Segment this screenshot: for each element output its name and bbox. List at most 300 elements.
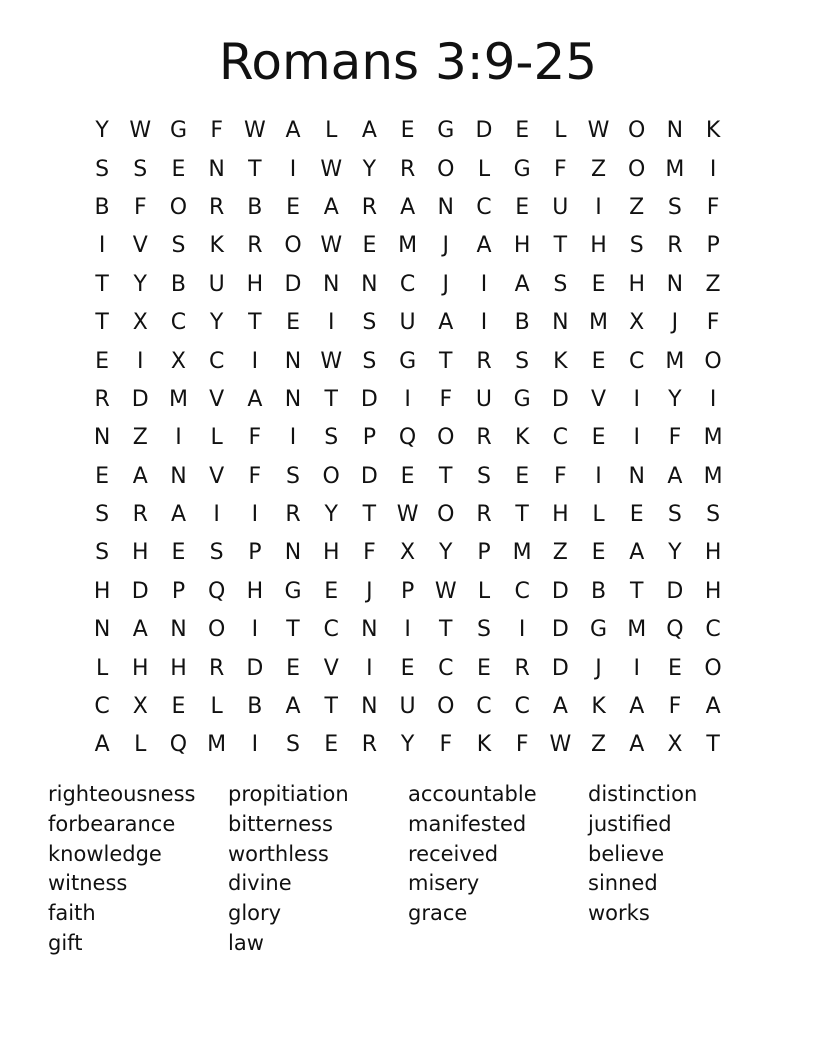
grid-cell: E bbox=[667, 655, 682, 681]
word-list-item: gift bbox=[48, 930, 83, 955]
grid-cell: T bbox=[95, 271, 109, 297]
grid-cell: H bbox=[93, 578, 111, 604]
grid-cell: S bbox=[95, 502, 110, 528]
grid-cell: I bbox=[633, 655, 640, 681]
grid-cell: Y bbox=[439, 540, 453, 566]
grid-cell: V bbox=[209, 463, 225, 489]
grid-cell: M bbox=[665, 156, 685, 182]
grid-cell: J bbox=[442, 233, 450, 259]
grid-cell: I bbox=[633, 425, 640, 451]
grid-cell: R bbox=[209, 194, 225, 220]
grid-cell: I bbox=[404, 386, 411, 412]
grid-cell: I bbox=[595, 463, 602, 489]
grid-cell: K bbox=[514, 425, 530, 451]
word-list-item: distinction bbox=[588, 782, 698, 806]
grid-cell: C bbox=[170, 310, 187, 336]
grid-cell: C bbox=[514, 578, 530, 604]
grid-cell: R bbox=[285, 502, 301, 528]
grid-cell: E bbox=[515, 118, 530, 144]
grid-cell: D bbox=[131, 578, 149, 604]
grid-cell: N bbox=[93, 425, 111, 451]
grid-cell: X bbox=[400, 540, 416, 566]
grid-cell: G bbox=[437, 118, 455, 144]
grid-cell: B bbox=[514, 310, 530, 336]
grid-cell: F bbox=[210, 118, 223, 144]
grid-cell: E bbox=[324, 732, 339, 758]
grid-cell: R bbox=[132, 502, 148, 528]
grid-cell: E bbox=[286, 655, 300, 681]
grid-cell: D bbox=[284, 271, 302, 297]
grid-cell: X bbox=[629, 310, 645, 336]
word-list-item: bitterness bbox=[228, 811, 333, 836]
grid-cell: E bbox=[591, 348, 606, 374]
grid-cell: I bbox=[289, 425, 297, 451]
grid-cell: A bbox=[476, 233, 492, 259]
grid-row bbox=[83, 649, 733, 687]
word-list-item: glory bbox=[228, 901, 282, 926]
grid-cell: L bbox=[554, 118, 567, 144]
grid-cell: D bbox=[131, 386, 149, 412]
grid-cell: Y bbox=[400, 732, 415, 758]
grid-cell: X bbox=[667, 732, 683, 758]
grid-cell: K bbox=[553, 348, 568, 374]
grid-cell: S bbox=[706, 502, 721, 528]
grid-cell: B bbox=[247, 694, 263, 720]
grid-cell: A bbox=[170, 502, 186, 528]
grid-cell: H bbox=[704, 578, 722, 604]
grid-cell: D bbox=[551, 386, 569, 412]
grid-cell: I bbox=[213, 502, 220, 528]
grid-cell: R bbox=[476, 348, 492, 374]
grid-cell: R bbox=[247, 233, 263, 259]
grid-cell: S bbox=[95, 540, 110, 566]
grid-cell: H bbox=[132, 540, 149, 566]
grid-cell: Y bbox=[133, 271, 147, 297]
grid-cell: H bbox=[170, 655, 187, 681]
grid-cell: A bbox=[132, 617, 148, 643]
grid-cell: T bbox=[286, 617, 300, 643]
grid-cell: K bbox=[476, 732, 492, 758]
word-list-item: works bbox=[588, 901, 650, 926]
grid-cell: F bbox=[554, 156, 567, 182]
grid-cell: I bbox=[518, 617, 526, 643]
grid-cell: E bbox=[477, 655, 491, 681]
grid-cell: X bbox=[170, 348, 186, 374]
grid-cell: X bbox=[132, 310, 148, 336]
grid-cell: A bbox=[247, 386, 263, 412]
grid-cell: I bbox=[251, 732, 259, 758]
grid-cell: E bbox=[591, 540, 606, 566]
grid-cell: F bbox=[706, 194, 720, 220]
grid-cell: A bbox=[438, 310, 454, 336]
grid-cell: A bbox=[323, 194, 339, 220]
grid-cell: N bbox=[322, 271, 340, 297]
grid-cell: G bbox=[513, 156, 531, 182]
grid-cell: E bbox=[591, 425, 606, 451]
grid-cell: K bbox=[209, 233, 224, 259]
grid-cell: B bbox=[247, 194, 263, 220]
grid-cell: L bbox=[95, 655, 109, 681]
grid-cell: T bbox=[439, 348, 453, 374]
grid-cell: D bbox=[551, 578, 569, 604]
grid-cell: F bbox=[706, 310, 720, 336]
grid-cell: O bbox=[437, 694, 455, 720]
grid-cell: B bbox=[590, 578, 607, 604]
grid-cell: N bbox=[552, 310, 569, 336]
grid-cell: N bbox=[666, 271, 684, 297]
grid-cell: G bbox=[399, 348, 417, 374]
grid-row bbox=[83, 342, 733, 380]
word-list-item: manifested bbox=[408, 811, 527, 836]
word-list-item: witness bbox=[48, 871, 128, 896]
grid-cell: F bbox=[515, 732, 529, 758]
grid-cell: E bbox=[95, 463, 110, 489]
grid-cell: F bbox=[439, 732, 453, 758]
word-search-grid bbox=[83, 112, 733, 765]
grid-cell: E bbox=[400, 118, 415, 144]
grid-cell: O bbox=[169, 194, 188, 220]
grid-cell: S bbox=[362, 310, 377, 336]
grid-cell: Z bbox=[590, 156, 607, 182]
grid-row bbox=[83, 458, 733, 496]
grid-cell: D bbox=[666, 578, 684, 604]
grid-cell: G bbox=[284, 578, 302, 604]
grid-cell: Q bbox=[398, 425, 417, 451]
grid-cell: A bbox=[629, 694, 645, 720]
word-column bbox=[408, 780, 588, 929]
grid-cell: S bbox=[515, 348, 530, 374]
grid-cell: M bbox=[665, 348, 685, 374]
grid-cell: R bbox=[399, 156, 416, 182]
word-column bbox=[228, 780, 408, 959]
grid-cell: A bbox=[400, 194, 416, 220]
grid-cell: T bbox=[324, 386, 338, 412]
grid-cell: N bbox=[284, 386, 302, 412]
word-column bbox=[48, 780, 228, 959]
grid-cell: N bbox=[284, 348, 302, 374]
grid-cell: H bbox=[513, 233, 531, 259]
grid-cell: E bbox=[591, 271, 606, 297]
grid-cell: J bbox=[595, 655, 602, 681]
grid-cell: Y bbox=[668, 540, 682, 566]
grid-cell: P bbox=[248, 540, 262, 566]
grid-cell: F bbox=[363, 540, 376, 566]
word-list-item: forbearance bbox=[48, 811, 176, 836]
grid-cell: G bbox=[590, 617, 608, 643]
word-list-item: law bbox=[228, 930, 264, 955]
page-title: Romans 3:9-25 bbox=[218, 33, 598, 91]
grid-row bbox=[83, 304, 733, 342]
grid-cell: N bbox=[170, 617, 187, 643]
grid-row bbox=[83, 112, 733, 150]
grid-row bbox=[83, 419, 733, 457]
grid-cell: C bbox=[438, 655, 454, 681]
grid-cell: C bbox=[552, 425, 569, 451]
grid-cell: I bbox=[175, 425, 182, 451]
grid-cell: C bbox=[323, 617, 339, 643]
grid-cell: E bbox=[629, 502, 644, 528]
grid-cell: E bbox=[171, 540, 186, 566]
grid-cell: N bbox=[361, 617, 378, 643]
grid-cell: S bbox=[476, 463, 491, 489]
grid-cell: E bbox=[400, 655, 415, 681]
grid-cell: V bbox=[209, 386, 225, 412]
grid-cell: R bbox=[476, 425, 492, 451]
grid-cell: T bbox=[629, 578, 644, 604]
word-list-item: grace bbox=[408, 901, 468, 926]
grid-cell: F bbox=[248, 425, 262, 451]
grid-cell: A bbox=[132, 463, 148, 489]
grid-cell: L bbox=[210, 694, 223, 720]
grid-cell: H bbox=[628, 271, 645, 297]
grid-row bbox=[83, 534, 733, 572]
grid-cell: A bbox=[514, 271, 530, 297]
grid-row bbox=[83, 611, 733, 649]
grid-cell: U bbox=[552, 194, 569, 220]
grid-cell: I bbox=[137, 348, 144, 374]
grid-cell: O bbox=[437, 502, 455, 528]
grid-row bbox=[83, 381, 733, 419]
grid-cell: O bbox=[437, 156, 455, 182]
grid-cell: J bbox=[671, 310, 679, 336]
grid-cell: F bbox=[248, 463, 262, 489]
grid-cell: U bbox=[399, 310, 416, 336]
grid-cell: B bbox=[170, 271, 187, 297]
grid-cell: T bbox=[248, 156, 262, 182]
word-list-item: received bbox=[408, 841, 499, 866]
grid-cell: W bbox=[587, 118, 610, 144]
grid-row bbox=[83, 227, 733, 265]
grid-cell: N bbox=[437, 194, 455, 220]
grid-cell: W bbox=[320, 156, 343, 182]
grid-cell: C bbox=[705, 617, 721, 643]
grid-cell: V bbox=[323, 655, 339, 681]
grid-cell: A bbox=[552, 694, 568, 720]
grid-row bbox=[83, 496, 733, 534]
grid-cell: T bbox=[553, 233, 568, 259]
grid-cell: H bbox=[132, 655, 149, 681]
grid-cell: O bbox=[437, 425, 455, 451]
grid-cell: T bbox=[439, 617, 453, 643]
grid-cell: T bbox=[324, 694, 338, 720]
word-column bbox=[588, 780, 768, 929]
grid-cell: S bbox=[95, 156, 110, 182]
grid-cell: U bbox=[208, 271, 225, 297]
grid-cell: D bbox=[360, 463, 378, 489]
grid-cell: H bbox=[246, 271, 264, 297]
word-list-item: knowledge bbox=[48, 841, 162, 866]
grid-cell: Y bbox=[362, 156, 377, 182]
grid-cell: M bbox=[703, 463, 723, 489]
grid-cell: I bbox=[480, 310, 488, 336]
grid-cell: E bbox=[286, 310, 300, 336]
grid-cell: I bbox=[480, 271, 488, 297]
grid-cell: S bbox=[286, 732, 301, 758]
grid-cell: P bbox=[477, 540, 491, 566]
grid-cell: I bbox=[289, 156, 297, 182]
grid-cell: W bbox=[243, 118, 266, 144]
grid-cell: M bbox=[627, 617, 647, 643]
grid-cell: F bbox=[133, 194, 147, 220]
grid-cell: L bbox=[210, 425, 223, 451]
grid-cell: S bbox=[476, 617, 491, 643]
grid-cell: L bbox=[134, 732, 147, 758]
grid-cell: A bbox=[361, 118, 377, 144]
grid-cell: S bbox=[324, 425, 339, 451]
grid-cell: M bbox=[168, 386, 188, 412]
grid-cell: A bbox=[285, 694, 301, 720]
grid-cell: C bbox=[94, 694, 110, 720]
grid-cell: A bbox=[667, 463, 683, 489]
grid-cell: I bbox=[404, 617, 411, 643]
grid-cell: I bbox=[709, 156, 717, 182]
grid-cell: U bbox=[475, 386, 493, 412]
grid-cell: C bbox=[629, 348, 645, 374]
grid-cell: E bbox=[324, 578, 339, 604]
grid-cell: F bbox=[668, 694, 682, 720]
grid-cell: C bbox=[476, 194, 492, 220]
grid-cell: S bbox=[171, 233, 186, 259]
grid-cell: D bbox=[246, 655, 264, 681]
grid-cell: H bbox=[322, 540, 340, 566]
grid-cell: G bbox=[169, 118, 187, 144]
grid-cell: C bbox=[514, 694, 530, 720]
grid-cell: J bbox=[366, 578, 373, 604]
grid-cell: O bbox=[322, 463, 340, 489]
grid-cell: S bbox=[133, 156, 148, 182]
grid-cell: I bbox=[595, 194, 602, 220]
grid-cell: I bbox=[251, 502, 259, 528]
grid-cell: U bbox=[399, 694, 416, 720]
grid-cell: Z bbox=[705, 271, 721, 297]
grid-cell: T bbox=[439, 463, 453, 489]
grid-cell: A bbox=[629, 540, 645, 566]
grid-cell: N bbox=[361, 694, 378, 720]
grid-cell: Z bbox=[629, 194, 645, 220]
grid-cell: S bbox=[553, 271, 568, 297]
grid-row bbox=[83, 688, 733, 726]
grid-cell: S bbox=[667, 502, 682, 528]
grid-cell: W bbox=[549, 732, 572, 758]
grid-cell: M bbox=[398, 233, 418, 259]
grid-cell: P bbox=[362, 425, 377, 451]
grid-cell: Z bbox=[590, 732, 607, 758]
grid-cell: W bbox=[434, 578, 457, 604]
grid-cell: T bbox=[515, 502, 529, 528]
word-list-item: justified bbox=[588, 811, 672, 836]
grid-cell: R bbox=[667, 233, 683, 259]
word-list-item: accountable bbox=[408, 782, 537, 806]
grid-cell: M bbox=[207, 732, 227, 758]
grid-cell: M bbox=[589, 310, 609, 336]
grid-cell: F bbox=[668, 425, 682, 451]
grid-cell: H bbox=[590, 233, 607, 259]
grid-cell: F bbox=[439, 386, 453, 412]
grid-cell: W bbox=[320, 348, 343, 374]
grid-cell: F bbox=[554, 463, 567, 489]
grid-row bbox=[83, 726, 733, 764]
grid-cell: L bbox=[592, 502, 605, 528]
grid-cell: E bbox=[515, 194, 530, 220]
grid-cell: E bbox=[171, 156, 186, 182]
grid-cell: I bbox=[633, 386, 640, 412]
grid-cell: W bbox=[129, 118, 152, 144]
grid-cell: M bbox=[512, 540, 532, 566]
grid-cell: N bbox=[170, 463, 187, 489]
grid-cell: N bbox=[628, 463, 645, 489]
grid-cell: O bbox=[704, 348, 722, 374]
grid-cell: P bbox=[400, 578, 415, 604]
word-list-item: worthless bbox=[228, 841, 329, 866]
grid-cell: E bbox=[95, 348, 110, 374]
grid-cell: I bbox=[251, 348, 259, 374]
grid-cell: I bbox=[327, 310, 335, 336]
grid-cell: V bbox=[591, 386, 607, 412]
grid-cell: Y bbox=[95, 118, 109, 144]
grid-cell: E bbox=[362, 233, 377, 259]
grid-cell: L bbox=[325, 118, 338, 144]
word-list-item: misery bbox=[408, 871, 480, 896]
grid-cell: I bbox=[709, 386, 717, 412]
grid-cell: H bbox=[552, 502, 569, 528]
grid-cell: Y bbox=[209, 310, 224, 336]
grid-cell: W bbox=[396, 502, 419, 528]
grid-cell: K bbox=[705, 118, 721, 144]
grid-cell: T bbox=[362, 502, 377, 528]
grid-cell: T bbox=[706, 732, 720, 758]
grid-cell: H bbox=[704, 540, 722, 566]
grid-row bbox=[83, 573, 733, 611]
grid-cell: O bbox=[628, 118, 646, 144]
grid-cell: N bbox=[666, 118, 684, 144]
grid-cell: D bbox=[551, 655, 569, 681]
grid-cell: S bbox=[286, 463, 301, 489]
grid-cell: D bbox=[360, 386, 378, 412]
grid-cell: I bbox=[366, 655, 373, 681]
word-list-item: faith bbox=[48, 901, 96, 926]
grid-row bbox=[83, 150, 733, 188]
grid-cell: J bbox=[442, 271, 450, 297]
grid-cell: A bbox=[705, 694, 721, 720]
grid-cell: P bbox=[706, 233, 720, 259]
grid-cell: C bbox=[208, 348, 225, 374]
grid-cell: A bbox=[285, 118, 301, 144]
grid-cell: L bbox=[477, 156, 491, 182]
grid-cell: Q bbox=[666, 617, 684, 643]
grid-cell: R bbox=[514, 655, 530, 681]
grid-cell: R bbox=[361, 732, 378, 758]
grid-cell: P bbox=[171, 578, 186, 604]
grid-cell: X bbox=[132, 694, 148, 720]
word-list-item: sinned bbox=[588, 871, 658, 896]
grid-cell: R bbox=[209, 655, 225, 681]
word-list-item: righteousness bbox=[48, 782, 196, 806]
grid-cell: N bbox=[361, 271, 378, 297]
grid-cell: S bbox=[629, 233, 644, 259]
grid-cell: S bbox=[209, 540, 224, 566]
grid-cell: A bbox=[629, 732, 645, 758]
grid-cell: D bbox=[551, 617, 569, 643]
grid-cell: O bbox=[207, 617, 226, 643]
grid-cell: O bbox=[704, 655, 722, 681]
grid-cell: Z bbox=[132, 425, 148, 451]
word-list-item: divine bbox=[228, 871, 292, 896]
grid-cell: Y bbox=[324, 502, 338, 528]
grid-cell: R bbox=[476, 502, 492, 528]
grid-row bbox=[83, 189, 733, 227]
word-list-item: propitiation bbox=[228, 782, 349, 806]
grid-cell: M bbox=[703, 425, 723, 451]
